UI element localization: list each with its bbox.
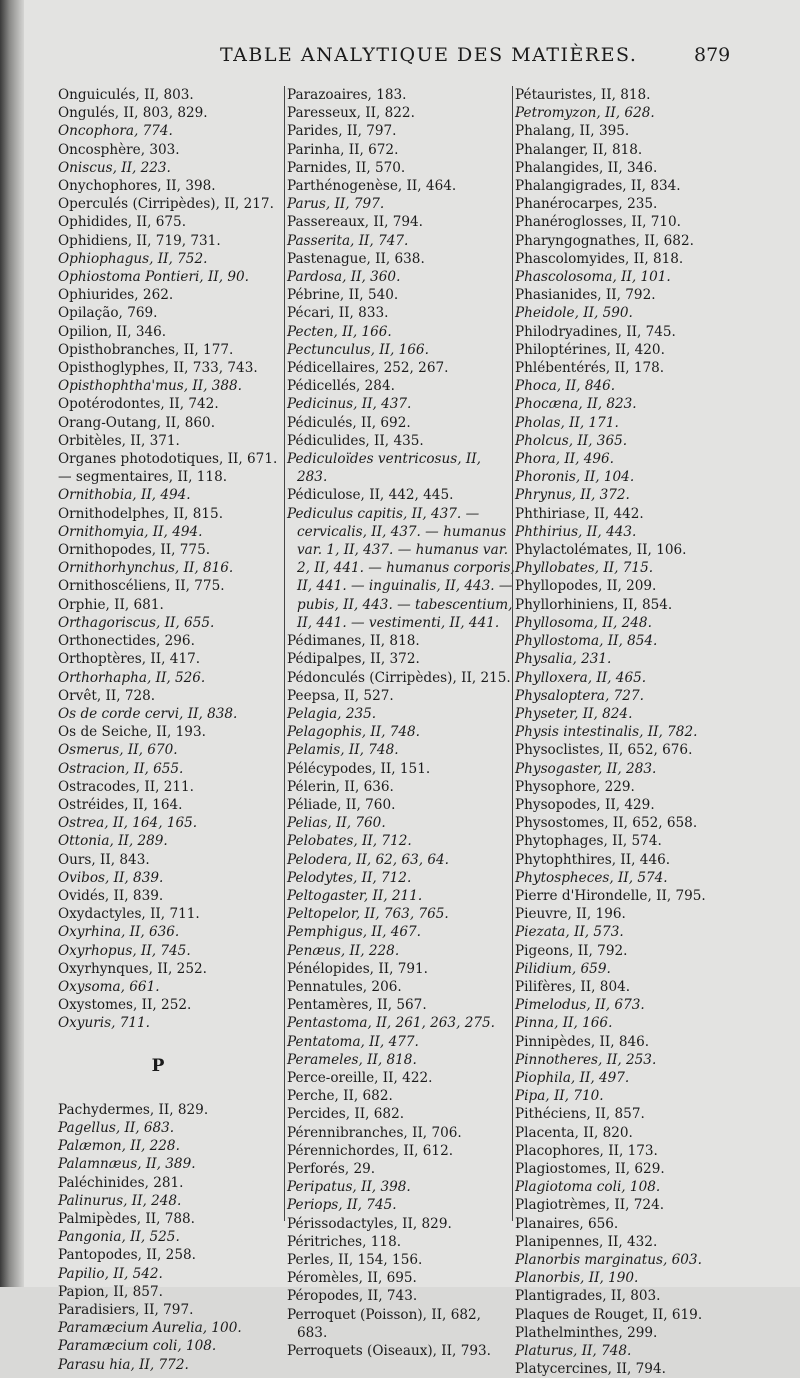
index-entry: Pénélopides, II, 791. [287,960,428,977]
section-letter: P [151,1055,165,1076]
index-entry: Organes photodotiques, II, 671. [58,451,278,468]
index-entry: Ornithorhynchus, II, 816. [58,560,234,577]
index-entry: Ostracodes, II, 211. [58,778,194,795]
index-entry: Ostracion, II, 655. [58,760,184,777]
index-entry: Phoca, II, 846. [515,378,616,395]
index-entry: Pelodytes, II, 712. [287,869,412,886]
running-title: TABLE ANALYTIQUE DES MATIÈRES. [220,44,638,66]
index-entry: Pédimanes, II, 818. [287,633,420,650]
index-entry: Ophiurides, 262. [58,287,174,304]
index-entry: Opisthobranches, II, 177. [58,341,234,358]
index-entry: Oncophora, 774. [58,123,173,140]
index-entry: Phoronis, II, 104. [515,469,635,486]
index-entry: Ovidés, II, 839. [58,887,164,904]
index-entry: Péropodes, II, 743. [287,1288,418,1305]
index-entry: Operculés (Cirripèdes), II, 217. [58,196,274,213]
index-entry: Plantigrades, II, 803. [515,1288,661,1305]
index-entry: Peltopelor, II, 763, 765. [287,906,449,923]
index-entry: Orvêt, II, 728. [58,687,156,704]
index-entry: Pétauristes, II, 818. [515,87,651,103]
index-entry: Pécari, II, 833. [287,305,389,322]
index-entry: Pachydermes, II, 829. [58,1101,209,1118]
index-entry: Pediculus capitis, II, 437. — cervicalis, II, 437. — humanus var. 1, II, 437. — humanus var. 2, II, 441. — humanus corporis, II, 441. — inguinalis, II, 443. — pubis, II, 443. — tabescentium, II, 441. — vestimenti, II, 441. [287,505,515,631]
index-entry: Planipennes, II, 432. [515,1233,658,1250]
index-entry: Papion, II, 857. [58,1283,163,1300]
index-entry: Paramæcium coli, 108. [58,1338,217,1355]
index-entry: Palamnæus, II, 389. [58,1156,196,1173]
index-entry: Percides, II, 682. [287,1106,405,1123]
index-entry: Pentatoma, II, 477. [287,1033,419,1050]
index-entry: Perles, II, 154, 156. [287,1252,423,1268]
index-entry: Ophiophagus, II, 752. [58,250,208,267]
index-entry: Ornithodelphes, II, 815. [58,505,224,522]
index-entry: Ophiostoma Pontieri, II, 90. [58,269,249,286]
index-entry: Ornithomyia, II, 494. [58,523,203,540]
index-entry: Oxyrhina, II, 636. [58,924,180,941]
index-entry: Palæmon, II, 228. [58,1138,180,1155]
index-entry: Pérennibranches, II, 706. [287,1124,462,1141]
index-entry: Pentastoma, II, 261, 263, 275. [287,1015,495,1032]
index-entry: Paradisiers, II, 797. [58,1302,194,1318]
index-entry: Passereaux, II, 794. [287,214,423,231]
index-entry: Opotérodontes, II, 742. [58,396,219,413]
index-entry: Ostrea, II, 164, 165. [58,815,198,832]
index-entry: Périssodactyles, II, 829. [287,1215,452,1232]
index-entry: Piophila, II, 497. [515,1069,630,1086]
index-entry: Physalia, 231. [515,651,612,668]
index-entry: Phora, II, 496. [515,451,614,468]
index-entry: Phalangigrades, II, 834. [515,178,681,195]
index-entry: Pédiculés, II, 692. [287,414,411,431]
index-entry: Parus, II, 797. [287,196,385,213]
index-entry: Orthagoriscus, II, 655. [58,614,215,631]
index-entry: Pennatules, 206. [287,978,402,995]
index-entry: Physostomes, II, 652, 658. [515,815,698,832]
page-binding-shadow [0,0,24,1287]
index-entry: Planorbis marginatus, 603. [515,1252,702,1268]
index-entry: Physis intestinalis, II, 782. [515,724,698,741]
index-entry: Ours, II, 843. [58,851,150,868]
index-entry: Pelias, II, 760. [287,815,386,832]
index-entry: Parasu hia, II, 772. [58,1356,189,1373]
index-entry: Phyllorhiniens, II, 854. [515,596,673,613]
index-entry: Paléchinides, 281. [58,1174,184,1191]
index-entry: Pecten, II, 166. [287,323,392,340]
index-entry: Péromèles, II, 695. [287,1270,417,1287]
index-entry: Plaques de Rouget, II, 619. [515,1306,703,1323]
index-entry: Opisthophtha'mus, II, 388. [58,378,243,395]
index-entry: Pédicellaires, 252, 267. [287,360,449,377]
index-entry: Opilion, II, 346. [58,323,167,340]
index-entry: Péliade, II, 760. [287,796,396,813]
index-entry: Pipa, II, 710. [515,1088,604,1105]
index-entry: Papilio, II, 542. [58,1265,163,1282]
index-entry: Phanérocarpes, 235. [515,196,658,213]
index-entry: Physophore, 229. [515,778,635,795]
index-entry: Pilifères, II, 804. [515,978,631,995]
index-entry: Orphie, II, 681. [58,596,164,613]
index-entry: Pébrine, II, 540. [287,287,399,304]
index-entry: Pélécypodes, II, 151. [287,760,431,777]
index-entry: Planorbis, II, 190. [515,1270,639,1287]
index-entry: Phasianides, II, 792. [515,287,656,304]
index-entry: Philoptérines, II, 420. [515,341,665,358]
index-entry: Pelagia, 235. [287,705,377,722]
index-entry: Peripatus, II, 398. [287,1179,411,1196]
index-entry: Physopodes, II, 429. [515,796,655,813]
index-entry: Oxysoma, 661. [58,978,160,995]
index-entry: Perameles, II, 818. [287,1051,417,1068]
index-entry: Orthoptères, II, 417. [58,651,201,668]
index-entry: Ostréides, II, 164. [58,796,183,813]
index-entry: Pédipalpes, II, 372. [287,651,420,668]
index-entry: Pelobates, II, 712. [287,833,412,850]
index-entry: Perce-oreille, II, 422. [287,1069,433,1086]
index-entry: Parides, II, 797. [287,123,397,140]
index-entry: Oxyrhopus, II, 745. [58,942,191,959]
index-entry: Ophidides, II, 675. [58,214,187,231]
index-entry: Pédiculides, II, 435. [287,432,424,449]
index-entry: Pinnipèdes, II, 846. [515,1033,650,1050]
index-entry: Ophidiens, II, 719, 731. [58,232,221,249]
index-entry: Parnides, II, 570. [287,159,406,176]
index-entry: Physaloptera, 727. [515,687,644,704]
index-entry: Plathelminthes, 299. [515,1324,658,1341]
index-entry: Plagiostomes, II, 629. [515,1160,665,1177]
index-entry: Ornithobia, II, 494. [58,487,191,504]
index-entry: Phytospheces, II, 574. [515,869,668,886]
index-entry: Piezata, II, 573. [515,924,624,941]
index-entry: Oxyrhynques, II, 252. [58,960,207,977]
index-entry: Pelagophis, II, 748. [287,724,420,741]
index-entry: Pediculoïdes ventricosus, II, 283. [287,451,481,486]
index-entry: Phalanger, II, 818. [515,141,643,158]
index-entry: Pelodera, II, 62, 63, 64. [287,851,449,868]
index-entry: Passerita, II, 747. [287,232,409,249]
index-entry: Phytophthires, II, 446. [515,851,671,868]
index-entry: Os de Seiche, II, 193. [58,724,206,741]
index-entry: Platurus, II, 748. [515,1343,632,1360]
index-entry: Phascolosoma, II, 101. [515,269,671,286]
index-entry: Pieuvre, II, 196. [515,906,626,923]
index-entry: Phyllostoma, II, 854. [515,633,658,650]
index-entry: Palmipèdes, II, 788. [58,1210,195,1227]
index-entry: Pédiculose, II, 442, 445. [287,487,454,504]
index-entry: Physogaster, II, 283. [515,760,657,777]
index-entry: Pélerin, II, 636. [287,778,394,795]
index-entry: Peepsa, II, 527. [287,687,394,704]
index-entry: Physeter, II, 824. [515,705,633,722]
index-entry: Philodryadines, II, 745. [515,323,676,340]
index-entry: Pantopodes, II, 258. [58,1247,196,1264]
index-entry: Péritriches, 118. [287,1233,402,1250]
index-entry: Ornithoscéliens, II, 775. [58,578,225,595]
index-entry: Pentamères, II, 567. [287,997,427,1014]
index-entry: Phyllobates, II, 715. [515,560,654,577]
index-entry: Phocæna, II, 823. [515,396,637,413]
index-entry: Phanéroglosses, II, 710. [515,214,681,231]
index-entry: Penæus, II, 228. [287,942,400,959]
index-entry: Ornithopodes, II, 775. [58,542,211,559]
index-entry: Phthiriase, II, 442. [515,505,644,522]
index-entry: Phylloxera, II, 465. [515,669,647,686]
index-entry: Orthonectides, 296. [58,633,195,650]
index-entry: Pierre d'Hirondelle, II, 795. [515,887,706,904]
index-entry: Orang-Outang, II, 860. [58,414,216,431]
index-entry: Paresseux, II, 822. [287,105,415,122]
index-entry: Pemphigus, II, 467. [287,924,421,941]
index-entry: Pharyngognathes, II, 682. [515,232,694,249]
index-entry: Phrynus, II, 372. [515,487,630,504]
index-entry: Onguiculés, II, 803. [58,87,194,103]
index-entry: Oniscus, II, 223. [58,159,171,176]
index-column-1 [58,86,280,1374]
index-entry: Pardosa, II, 360. [287,269,401,286]
index-entry: Pastenague, II, 638. [287,250,425,267]
index-entry: Periops, II, 745. [287,1197,397,1214]
index-entry: Pectunculus, II, 166. [287,341,429,358]
index-entry: Phyllopodes, II, 209. [515,578,657,595]
index-entry: Pithéciens, II, 857. [515,1106,645,1123]
index-entry: Ongulés, II, 803, 829. [58,105,208,122]
index-entry: Perroquet (Poisson), II, 682, 683. [287,1306,481,1341]
index-column-2 [284,86,515,1360]
index-entry: Palinurus, II, 248. [58,1192,182,1209]
index-entry: Planaires, 656. [515,1215,619,1232]
index-entry: Pedicinus, II, 437. [287,396,412,413]
index-entry: Oncosphère, 303. [58,141,180,158]
index-entry: Parthénogenèse, II, 464. [287,178,457,195]
index-entry: Pangonia, II, 525. [58,1229,180,1246]
index-entry: Phylactolémates, II, 106. [515,542,687,559]
index-entry: Perroquets (Oiseaux), II, 793. [287,1343,491,1360]
index-entry: Platycercines, II, 794. [515,1361,666,1378]
index-entry: Pédicellés, 284. [287,378,395,395]
page-header [0,44,800,74]
index-entry: Opilação, 769. [58,305,158,322]
index-entry: Orthorhapha, II, 526. [58,669,206,686]
index-entry: Pinnotheres, II, 253. [515,1051,657,1068]
index-entry: Pholcus, II, 365. [515,432,628,449]
index-column-3 [512,86,751,1378]
index-entry: Pelamis, II, 748. [287,742,399,759]
index-entry: Oxydactyles, II, 711. [58,906,200,923]
index-entry: Ovibos, II, 839. [58,869,164,886]
index-entry: Phlébentérés, II, 178. [515,360,665,377]
index-entry: — segmentaires, II, 118. [58,469,228,486]
index-entry: Peltogaster, II, 211. [287,887,423,904]
index-entry: Plagiotoma coli, 108. [515,1179,661,1196]
index-entry: Perforés, 29. [287,1160,376,1177]
index-entry: Pimelodus, II, 673. [515,997,645,1014]
index-entry: Os de corde cervi, II, 838. [58,705,238,722]
index-entry: Plagiotrèmes, II, 724. [515,1197,665,1214]
index-entry: Pilidium, 659. [515,960,611,977]
index-entry: Parazoaires, 183. [287,87,407,103]
index-entry: Oxyuris, 711. [58,1015,150,1032]
index-entry: Petromyzon, II, 628. [515,105,655,122]
index-entry: Pagellus, II, 683. [58,1119,175,1136]
index-entry: Oxystomes, II, 252. [58,997,192,1014]
index-entry: Placophores, II, 173. [515,1142,658,1159]
index-entry: Orbitèles, II, 371. [58,432,180,449]
index-entry: Phascolomyides, II, 818. [515,250,684,267]
index-entry: Opisthoglyphes, II, 733, 743. [58,360,258,377]
index-entry: Phyllosoma, II, 248. [515,614,652,631]
index-entry: Phalangides, II, 346. [515,159,658,176]
index-entry: Ottonia, II, 289. [58,833,168,850]
page-number: 879 [694,44,731,66]
index-entry: Osmerus, II, 670. [58,742,178,759]
index-entry: Phthirius, II, 443. [515,523,637,540]
index-entry: Pédonculés (Cirripèdes), II, 215. [287,669,511,686]
index-entry: Onychophores, II, 398. [58,178,216,195]
index-entry: Pérennichordes, II, 612. [287,1142,454,1159]
index-entry: Perche, II, 682. [287,1088,393,1105]
index-entry: Paramæcium Aurelia, 100. [58,1320,242,1337]
index-entry: Pinna, II, 166. [515,1015,613,1032]
index-entry: Parinha, II, 672. [287,141,399,158]
index-entry: Phytophages, II, 574. [515,833,662,850]
index-entry: Physoclistes, II, 652, 676. [515,742,693,759]
index-entry: Phalang, II, 395. [515,123,630,140]
index-entry: Pigeons, II, 792. [515,942,628,959]
index-entry: Pheidole, II, 590. [515,305,633,322]
index-entry: Pholas, II, 171. [515,414,619,431]
index-entry: Placenta, II, 820. [515,1124,633,1141]
